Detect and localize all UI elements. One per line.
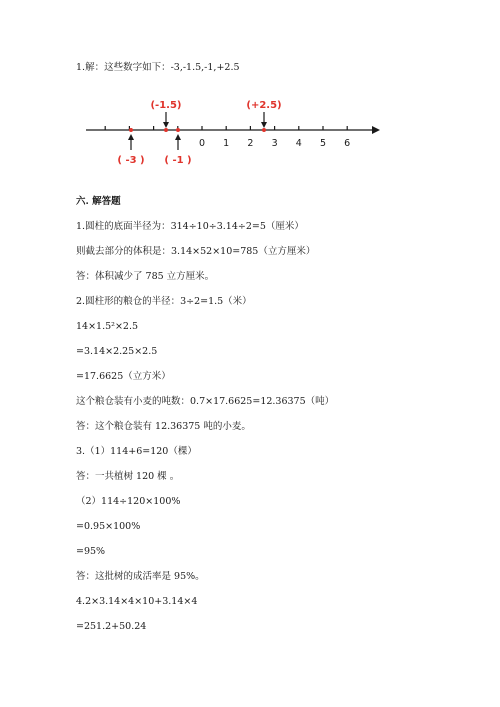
tick-label: 2 — [247, 138, 254, 149]
answer-line: 4.2×3.14×4×10+3.14×4 — [76, 596, 198, 607]
number-line — [0, 90, 500, 180]
tick-label: 0 — [198, 138, 206, 149]
tick-label: 3 — [271, 138, 278, 149]
arrow-down-icon — [261, 122, 267, 128]
answer-line: =0.95×100% — [76, 521, 141, 532]
answer-line: 答：这个粮仓装有 12.36375 吨的小麦。 — [76, 421, 251, 432]
answer-line: 1.圆柱的底面半径为：314÷10÷3.14÷2=5（厘米） — [76, 221, 304, 232]
tick-label: 1 — [223, 138, 230, 149]
point-neg-1 — [176, 128, 180, 132]
arrow-up-icon — [175, 134, 181, 140]
arrow-down-icon — [163, 122, 169, 128]
label-pos-2-5: (+2.5) — [246, 100, 282, 111]
axis-arrow-icon — [372, 126, 380, 134]
label-neg-3: ( -3 ) — [117, 155, 145, 166]
tick-label: 5 — [319, 138, 327, 149]
answer-line: 答：体积减少了 785 立方厘米。 — [76, 271, 215, 282]
answer-line: 则截去部分的体积是：3.14×52×10=785（立方厘米） — [76, 246, 316, 257]
point-pos-2-5 — [262, 128, 266, 132]
q1-answer-text: 1.解：这些数字如下：-3,-1.5,-1,+2.5 — [76, 62, 240, 73]
answer-line: （2）114÷120×100% — [76, 496, 181, 507]
section-heading: 六. 解答题 — [76, 196, 121, 207]
label-neg-1: ( -1 ) — [164, 155, 192, 166]
arrow-up-icon — [128, 134, 134, 140]
answer-line: 2.圆柱形的粮仓的半径：3÷2=1.5（米） — [76, 296, 252, 307]
label-neg-1-5: (-1.5) — [150, 100, 182, 111]
answer-line: 3.（1）114+6=120（棵） — [76, 446, 197, 457]
tick-label: 4 — [295, 138, 302, 149]
answer-line: =3.14×2.25×2.5 — [76, 346, 158, 357]
answer-line: =251.2+50.24 — [76, 621, 147, 632]
point-neg-3 — [129, 128, 133, 132]
answer-line: =95% — [76, 546, 106, 557]
point-neg-1-5 — [164, 128, 168, 132]
tick-label: 6 — [344, 138, 351, 149]
answer-line: 这个粮仓装有小麦的吨数：0.7×17.6625=12.36375（吨） — [76, 396, 335, 407]
answer-line: 答：这批树的成活率是 95%。 — [76, 571, 205, 582]
answer-line: =17.6625（立方米） — [76, 371, 171, 382]
answer-line: 答：一共植树 120 棵 。 — [76, 471, 180, 482]
answer-line: 14×1.5²×2.5 — [76, 321, 139, 332]
